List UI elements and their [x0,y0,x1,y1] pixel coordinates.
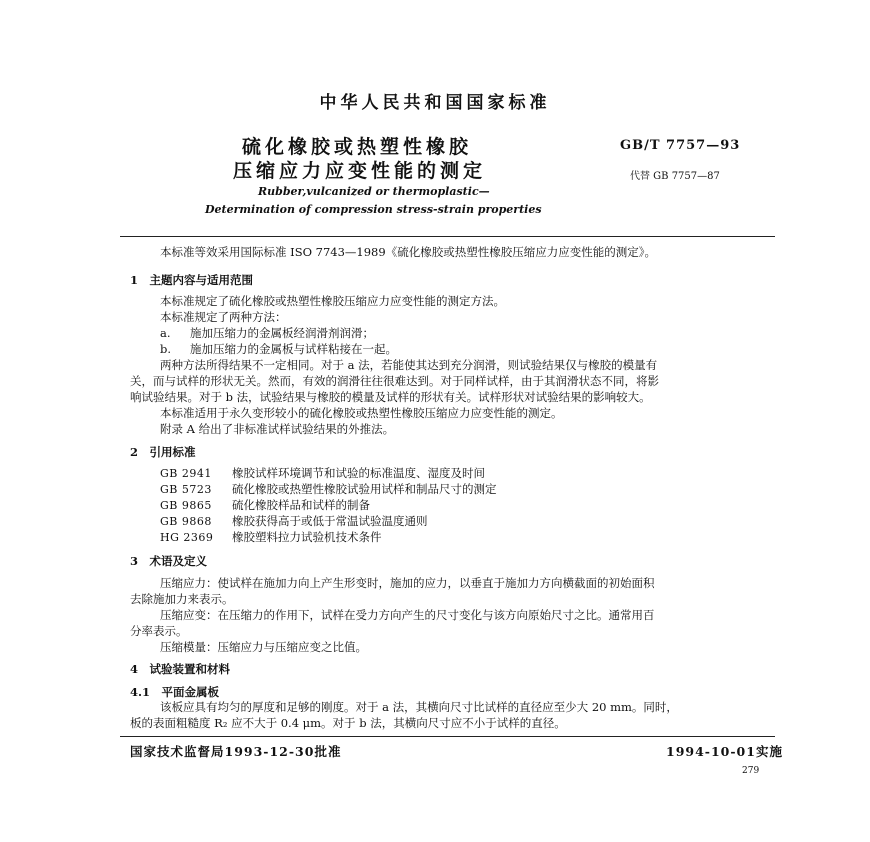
national-standard-heading: 中华人民共和国国家标准 [319,93,551,113]
section-1-paragraph-5: 附录 A 给出了非标准试样试验结果的外推法。 [160,422,395,436]
section-4-heading: 4 试验装置和材料 [130,662,231,676]
section-1-paragraph-2: 本标准规定了两种方法： [160,310,287,324]
section-4-1-heading: 4.1 平面金属板 [130,685,220,699]
item-b-label: b. [160,342,172,356]
item-a-label: a. [160,326,171,340]
section-1-paragraph-3-line-3: 响试验结果。对于 b 法，试验结果与橡胶的模量及试样的形状有关。试样形状对试验结果的影响较大。 [130,390,651,404]
page-number: 279 [742,766,760,776]
ref-title: 橡胶获得高于或低于常温试验温度通则 [232,514,428,528]
section-4-1-paragraph-line-2: 板的表面粗糙度 R₂ 应不大于 0.4 μm。对于 b 法，其横向尺寸应不小于试样的直径。 [130,716,566,730]
term-compression-modulus: 压缩模量：压缩应力与压缩应变之比值。 [160,640,367,654]
ref-code: GB 9865 [160,499,212,512]
ref-title: 硫化橡胶或热塑性橡胶试验用试样和制品尺寸的测定 [232,482,497,496]
title-cn-line2: 压缩应力应变性能的测定 [233,160,487,182]
title-cn-line1: 硫化橡胶或热塑性橡胶 [242,136,473,158]
implementation-date: 1994-10-01实施 [666,744,783,759]
term-compression-stress-line-2: 去除施加力来表示。 [130,592,234,606]
ref-title: 硫化橡胶样品和试样的制备 [232,498,370,512]
footer-rule [120,736,775,737]
ref-title: 橡胶塑料拉力试验机技术条件 [232,530,382,544]
title-en-line1: Rubber,vulcanized or thermoplastic— [258,185,490,198]
ref-code: GB 2941 [160,467,212,480]
section-4-1-paragraph-line-1: 该板应具有均匀的厚度和足够的刚度。对于 a 法，其横向尺寸比试样的直径应至少大 20 mm。同时， [160,700,678,714]
section-1-paragraph-4: 本标准适用于永久变形较小的硫化橡胶或热塑性橡胶压缩应力应变性能的测定。 [160,406,563,420]
section-1-heading: 1 主题内容与适用范围 [130,273,254,287]
section-1-paragraph-1: 本标准规定了硫化橡胶或热塑性橡胶压缩应力应变性能的测定方法。 [160,294,505,308]
section-1-paragraph-3-line-2: 关，而与试样的形状无关。然而，有效的润滑往往很难达到。对于同样试样，由于其润滑状态不同，将影 [130,374,659,388]
term-compression-strain-line-1: 压缩应变：在压缩力的作用下，试样在受力方向产生的尺寸变化与该方向原始尺寸之比。通常用百 [160,608,655,622]
section-2-heading: 2 引用标准 [130,445,196,459]
section-1-paragraph-3-line-1: 两种方法所得结果不一定相同。对于 a 法，若能使其达到充分润滑，则试验结果仅与橡胶的模量有 [160,358,658,372]
ref-code: GB 5723 [160,483,212,496]
header-rule [120,236,775,237]
ref-title: 橡胶试样环境调节和试验的标准温度、湿度及时间 [232,466,485,480]
ref-code: GB 9868 [160,515,212,528]
ref-code: HG 2369 [160,531,214,544]
term-compression-strain-line-2: 分率表示。 [130,624,188,638]
title-en-line2: Determination of compression stress-strain properties [205,203,542,216]
standard-number: GB/T 7757—93 [620,138,741,153]
approval-date: 国家技术监督局1993-12-30批准 [130,744,342,759]
item-a-text: 施加压缩力的金属板经润滑剂润滑； [190,326,374,340]
replaces-standard: 代替 GB 7757—87 [630,171,720,182]
section-3-heading: 3 术语及定义 [130,554,208,568]
item-b-text: 施加压缩力的金属板与试样粘接在一起。 [190,342,397,356]
intro-paragraph: 本标准等效采用国际标准 ISO 7743—1989《硫化橡胶或热塑性橡胶压缩应力应变性能的测定》。 [160,245,656,259]
term-compression-stress-line-1: 压缩应力：使试样在施加力向上产生形变时，施加的应力，以垂直于施加力方向横截面的初始面积 [160,576,655,590]
